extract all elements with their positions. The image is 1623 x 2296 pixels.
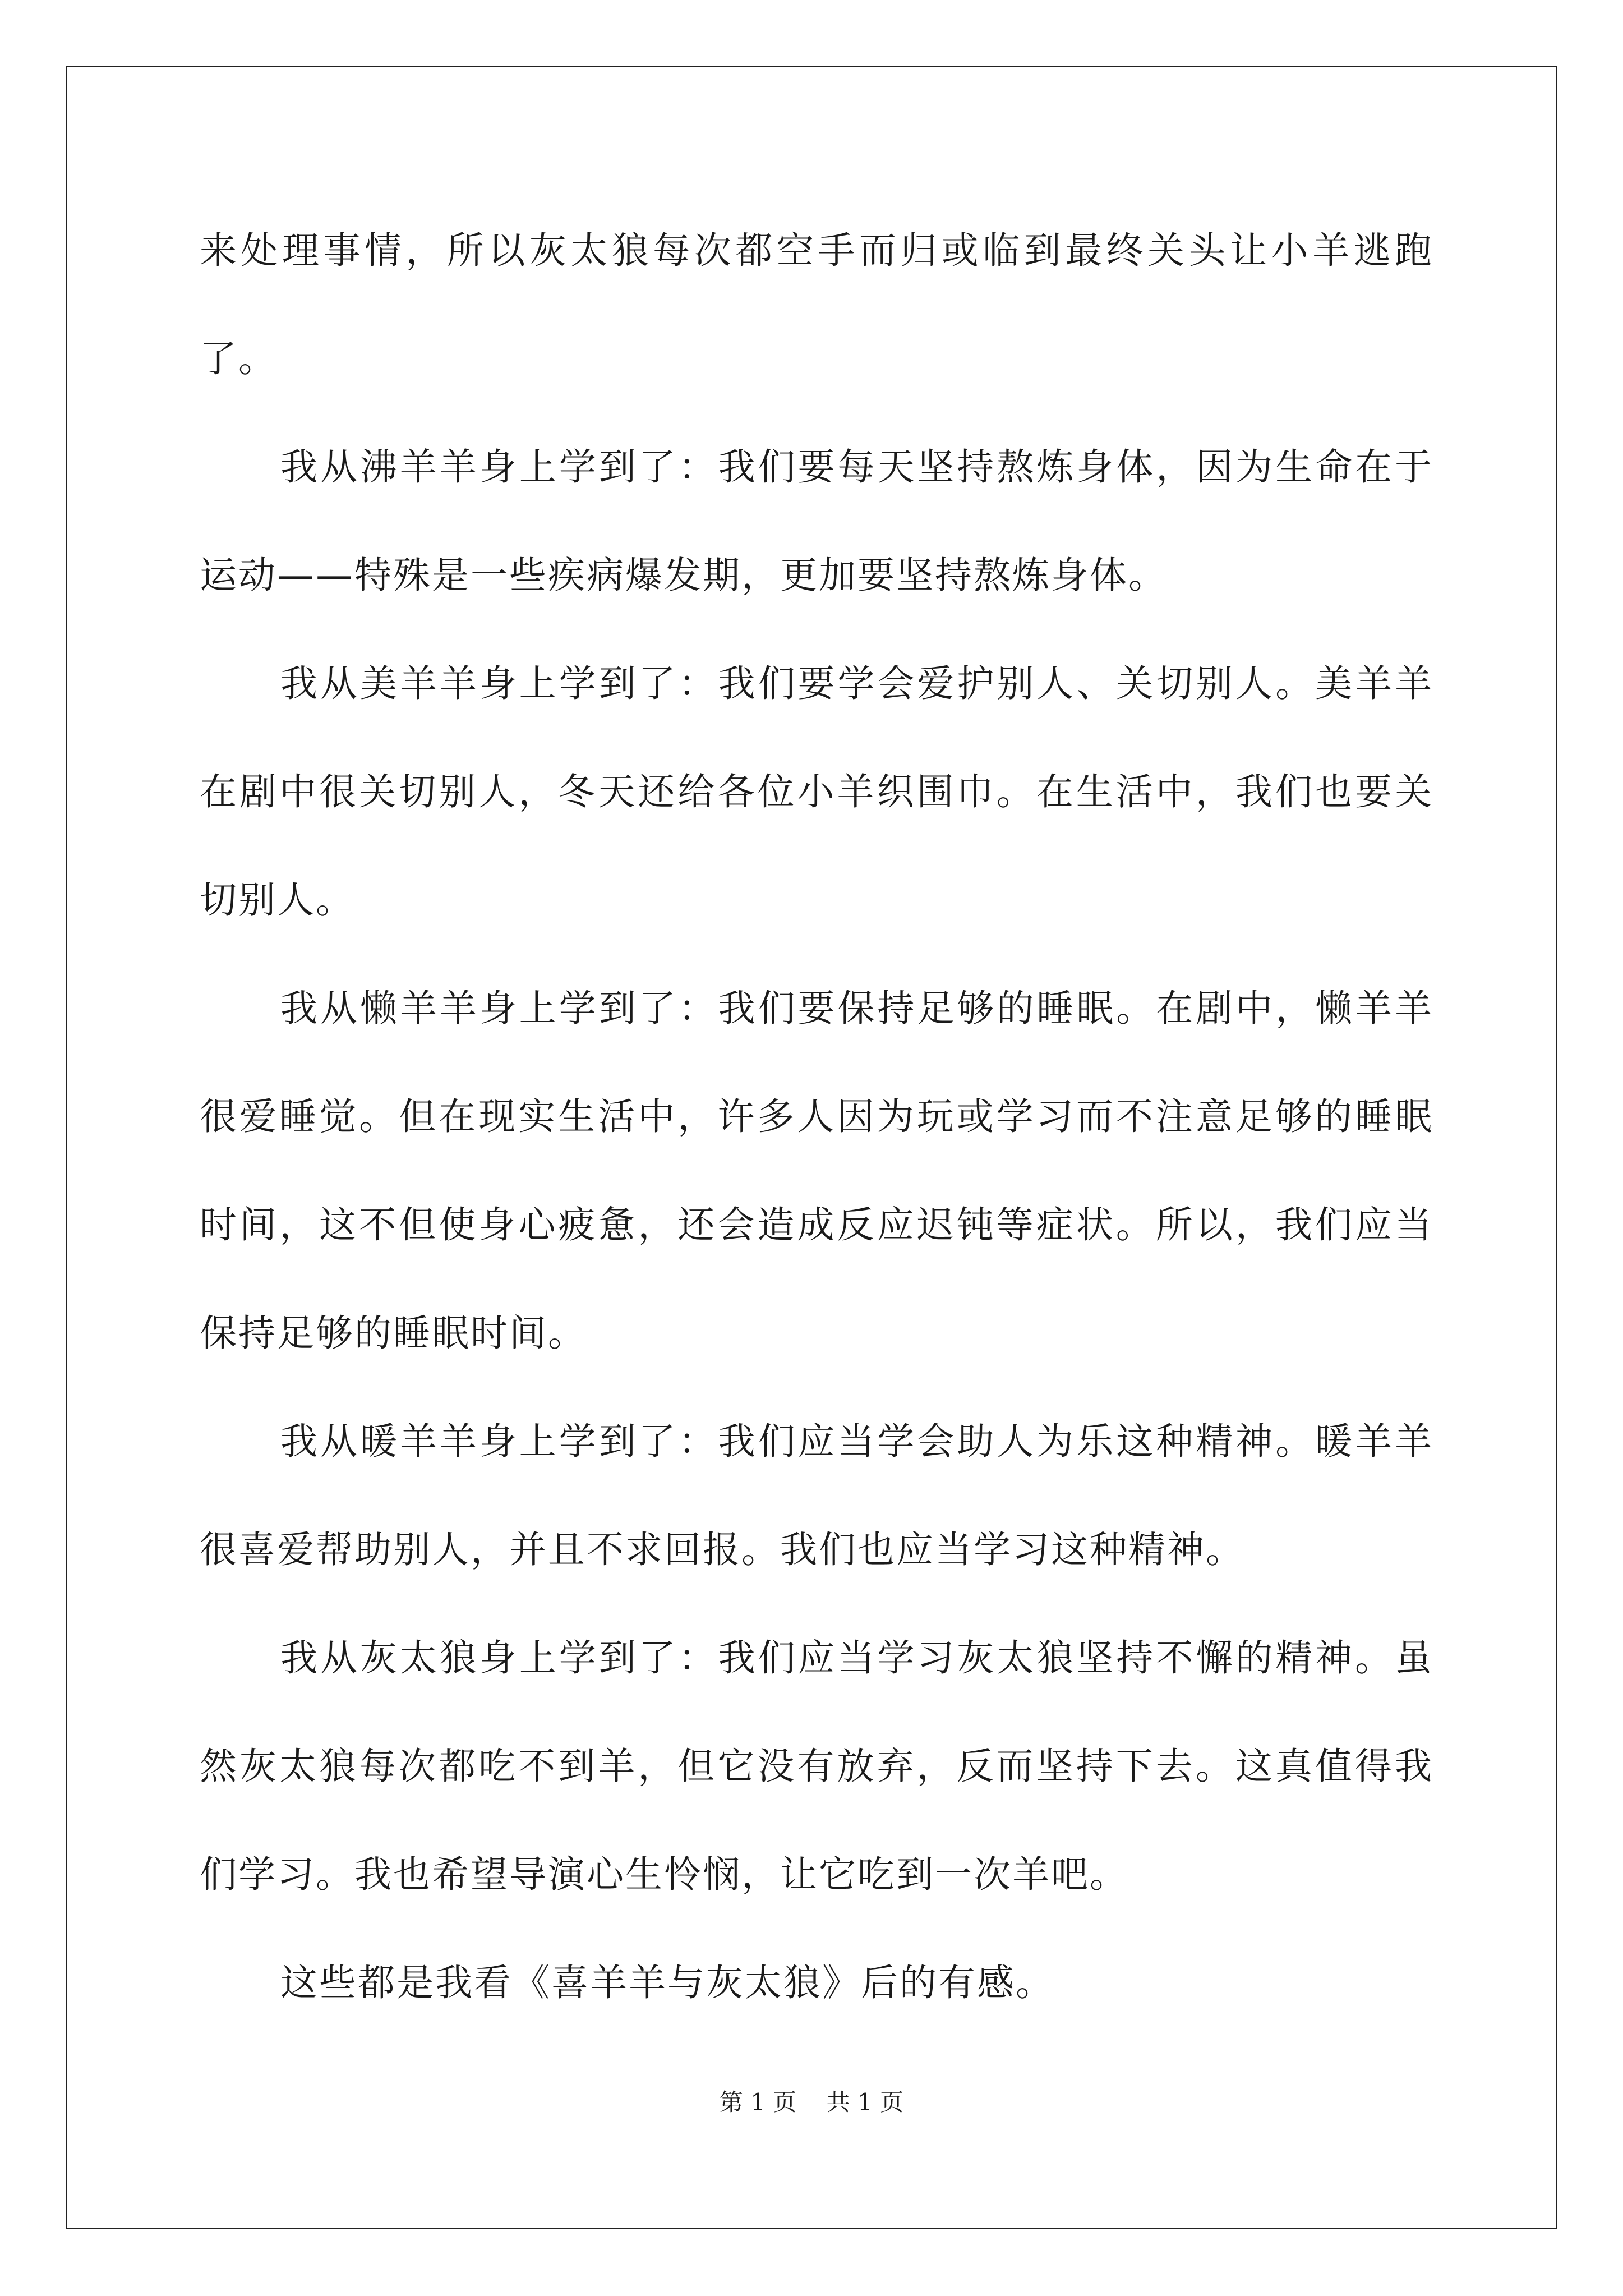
document-body	[200, 196, 1433, 2037]
paragraph-5: 我从暖羊羊身上学到了：我们应当学会助人为乐这种精神。暖羊羊很喜爱帮助别人，并且不求回报。我们也应当学习这种精神。	[200, 1420, 1433, 1571]
paragraph-4: 我从懒羊羊身上学到了：我们要保持足够的睡眠。在剧中，懒羊羊很爱睡觉。但在现实生活中，许多人因为玩或学习而不注意足够的睡眠时间，这不但使身心疲惫，还会造成反应迟钝等症状。所以，我们应当保持足够的睡眠时间。	[200, 987, 1433, 1355]
paragraph-3: 我从美羊羊身上学到了：我们要学会爱护别人、关切别人。美羊羊在剧中很关切别人，冬天还给各位小羊织围巾。在生活中，我们也要关切别人。	[200, 662, 1433, 922]
paragraph-7: 这些都是我看《喜羊羊与灰太狼》后的有感。	[280, 1961, 1054, 2004]
page-number: 第 1 页	[719, 2088, 797, 2116]
paragraph-2: 我从沸羊羊身上学到了：我们要每天坚持熬炼身体，因为生命在于运动——特殊是一些疾病爆发期，更加要坚持熬炼身体。	[200, 445, 1433, 597]
page-footer	[0, 2084, 1623, 2118]
paragraph-6: 我从灰太狼身上学到了：我们应当学习灰太狼坚持不懈的精神。虽然灰太狼每次都吃不到羊，但它没有放弃，反而坚持下去。这真值得我们学习。我也希望导演心生怜悯，让它吃到一次羊吧。	[200, 1636, 1433, 1896]
paragraph-1: 来处理事情，所以灰太狼每次都空手而归或临到最终关头让小羊逃跑了。	[200, 229, 1433, 380]
page-total: 共 1 页	[826, 2088, 904, 2116]
